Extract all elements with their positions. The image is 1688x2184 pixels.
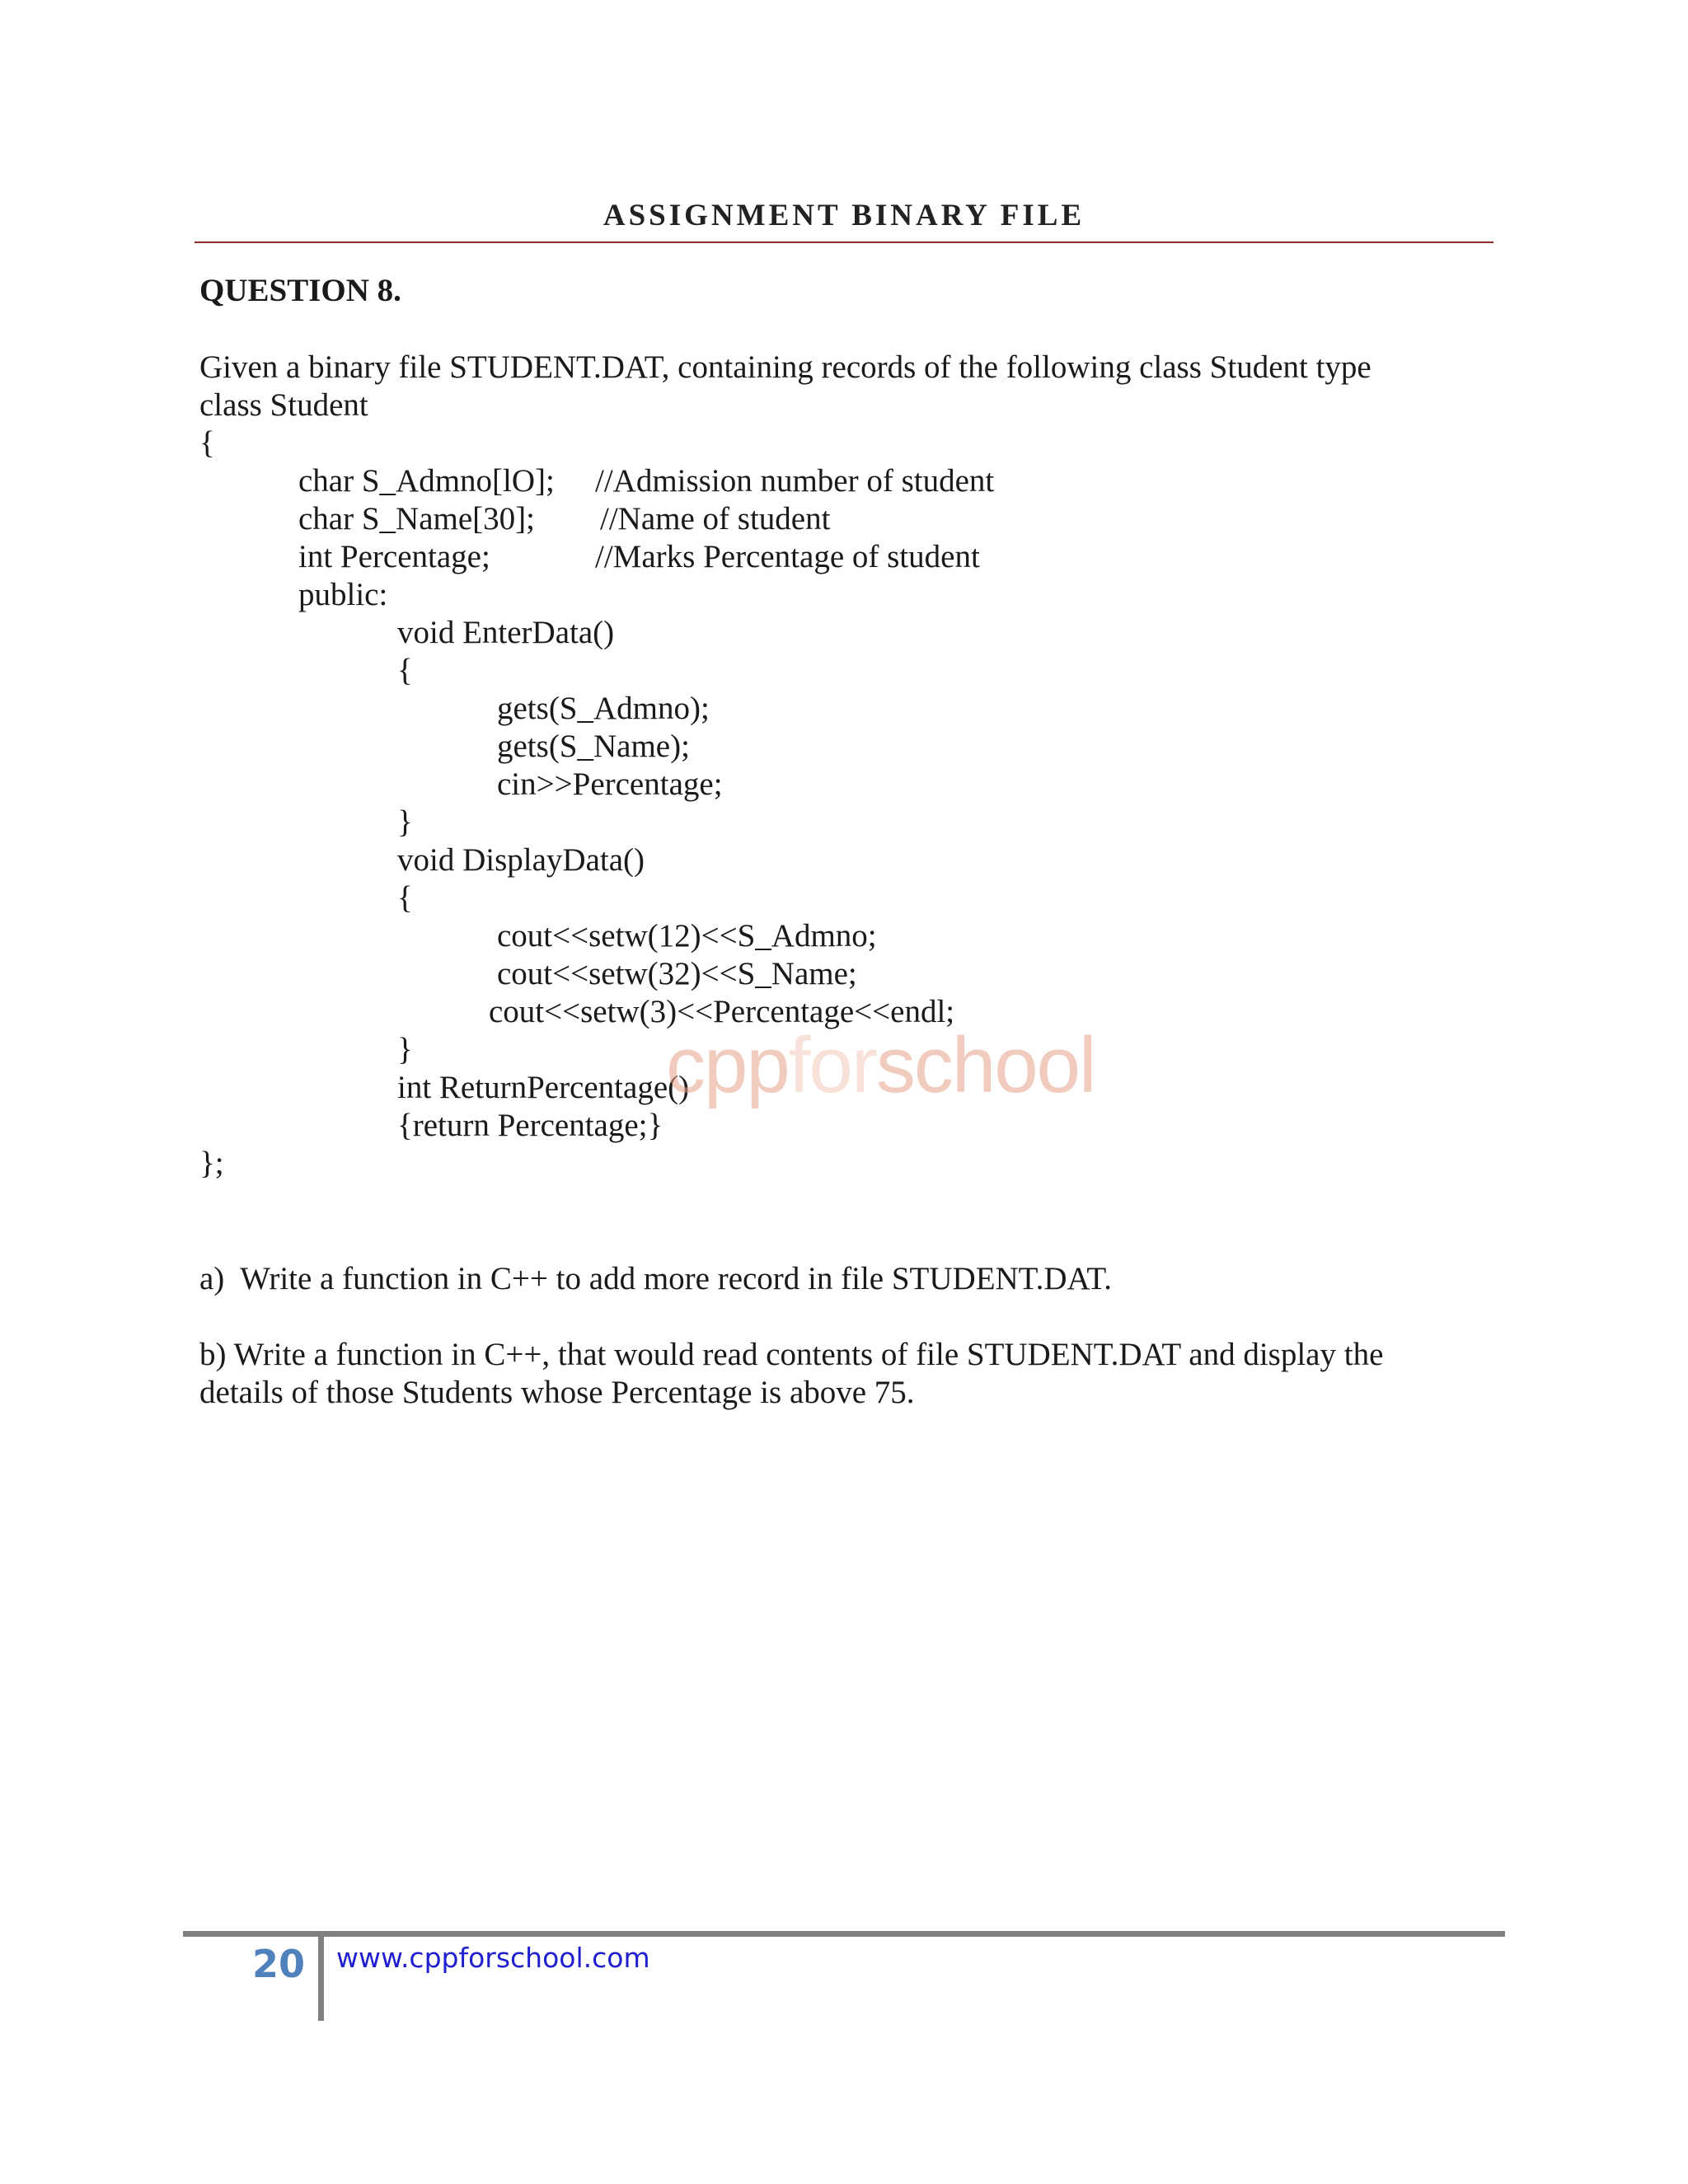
code-line: gets(S_Admno); [497,691,710,726]
code-line: { [199,425,215,461]
code-line: }; [199,1146,224,1181]
code-line: void EnterData() [397,615,615,650]
code-comment: //Admission number of student [595,463,995,499]
code-line: { [397,880,413,916]
header-divider [195,241,1493,243]
code-line: cin>>Percentage; [497,766,723,802]
code-line: gets(S_Name); [497,729,690,764]
question-part-b-line-1: b) Write a function in C++, that would read contents of file STUDENT.DAT and display the [199,1337,1384,1372]
code-line: char S_Admno[lO]; [298,463,555,499]
code-line: class Student [199,387,368,423]
footer-divider [183,1931,1505,1937]
code-line: void DisplayData() [397,842,645,878]
code-line: public: [298,577,388,612]
code-line: char S_Name[30]; [298,501,535,537]
code-line: {return Percentage;} [397,1108,663,1143]
question-part-a: a) Write a function in C++ to add more record in file STUDENT.DAT. [199,1261,1113,1296]
code-line: int Percentage; [298,539,490,574]
code-line: { [397,653,413,688]
code-comment: //Name of student [600,501,831,537]
code-line: } [397,804,413,840]
page-header-title: ASSIGNMENT BINARY FILE [603,199,1085,232]
code-line: cout<<setw(32)<<S_Name; [497,956,857,991]
question-part-b-line-2: details of those Students whose Percentage is above 75. [199,1375,915,1410]
question-intro: Given a binary file STUDENT.DAT, containing records of the following class Student type [199,349,1372,385]
footer-vertical-divider [318,1935,324,2021]
code-line: cout<<setw(12)<<S_Admno; [497,918,877,954]
code-line: } [397,1032,413,1067]
page-number: 20 [252,1942,306,1986]
website-link[interactable]: www.cppforschool.com [336,1942,650,1974]
code-comment: //Marks Percentage of student [595,539,980,574]
watermark-logo: cppforschool [666,1021,1095,1109]
question-title: QUESTION 8. [199,273,401,308]
code-line: int ReturnPercentage() [397,1070,690,1105]
code-line: cout<<setw(3)<<Percentage<<endl; [489,994,955,1029]
